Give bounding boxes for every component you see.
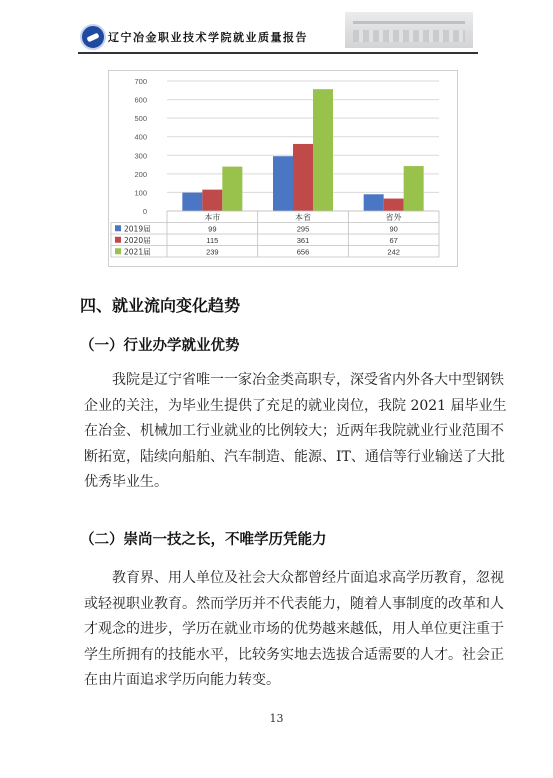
subsection-heading-1: （一）行业办学就业优势 [80, 337, 240, 354]
data-value: 90 [389, 224, 398, 234]
category-label: 省外 [385, 213, 402, 222]
legend-swatch [115, 225, 121, 231]
legend-label: 2020届 [124, 235, 151, 245]
legend-swatch [115, 237, 121, 243]
paragraph-2 [84, 566, 504, 694]
data-value: 115 [206, 235, 219, 245]
y-tick-label: 100 [134, 188, 147, 198]
data-value: 67 [389, 235, 398, 245]
data-value: 656 [296, 247, 310, 257]
bar [222, 167, 242, 211]
category-label: 本省 [295, 213, 311, 222]
y-tick-label: 200 [134, 169, 147, 179]
bar [273, 156, 293, 211]
campus-building-image [345, 12, 473, 48]
y-tick-label: 500 [134, 114, 147, 124]
bar [384, 199, 404, 211]
paragraph-line: 企业的关注，为毕业生提供了充足的就业岗位，我院 2021 届毕业生 [84, 397, 507, 414]
bar [202, 190, 222, 211]
legend-label: 2021届 [124, 247, 151, 257]
employment-destination-chart [108, 70, 458, 267]
paragraph-line: 教育界、用人单位及社会大众都曾经片面追求高学历教育，忽视 [112, 570, 504, 586]
paragraph-line: 我院是辽宁省唯一一家冶金类高职专，深受省内外各大中型钢铁 [112, 372, 504, 388]
y-tick-label: 400 [134, 132, 147, 142]
bar [182, 193, 202, 211]
page-number: 13 [269, 712, 284, 725]
bar [313, 89, 333, 211]
header-divider [78, 52, 478, 54]
college-logo-icon [80, 24, 106, 50]
bar [293, 144, 313, 211]
paragraph-line: 优秀毕业生。 [84, 474, 168, 491]
y-tick-label: 600 [134, 95, 147, 105]
paragraph-1 [84, 368, 507, 496]
paragraph-line: 学生所拥有的技能水平，比较务实地去选拔合适需要的人才。社会正 [84, 646, 504, 663]
legend-swatch [115, 248, 121, 254]
bar [364, 194, 384, 211]
y-tick-label: 0 [142, 207, 147, 216]
data-value: 295 [296, 224, 310, 234]
paragraph-line: 或轻视职业教育。然而学历并不代表能力，随着人事制度的改革和人 [84, 595, 504, 612]
y-tick-label: 300 [134, 151, 147, 161]
paragraph-line: 断拓宽，陆续向船舶、汽车制造、能源、IT、通信等行业输送了大批 [84, 448, 505, 465]
chart-canvas [109, 71, 457, 266]
category-label: 本市 [204, 213, 221, 222]
paragraph-line: 才观念的进步，学历在就业市场的优势越来越低，用人单位更注重于 [84, 621, 504, 638]
paragraph-line: 在由片面追求学历向能力转变。 [84, 672, 280, 689]
legend-label: 2019届 [124, 224, 151, 234]
data-value: 361 [296, 235, 310, 245]
y-tick-label: 700 [134, 77, 147, 86]
bar [404, 166, 424, 211]
report-title: 辽宁冶金职业技术学院就业质量报告 [108, 31, 308, 44]
section-heading: 四、就业流向变化趋势 [80, 296, 241, 315]
subsection-heading-2: （二）崇尚一技之长，不唯学历凭能力 [80, 531, 327, 548]
paragraph-line: 在冶金、机械加工行业就业的比例较大；近两年我院就业行业范围不 [84, 423, 504, 440]
data-value: 242 [387, 247, 400, 257]
page-header [0, 0, 553, 62]
data-value: 239 [206, 247, 219, 257]
data-value: 99 [208, 224, 217, 234]
